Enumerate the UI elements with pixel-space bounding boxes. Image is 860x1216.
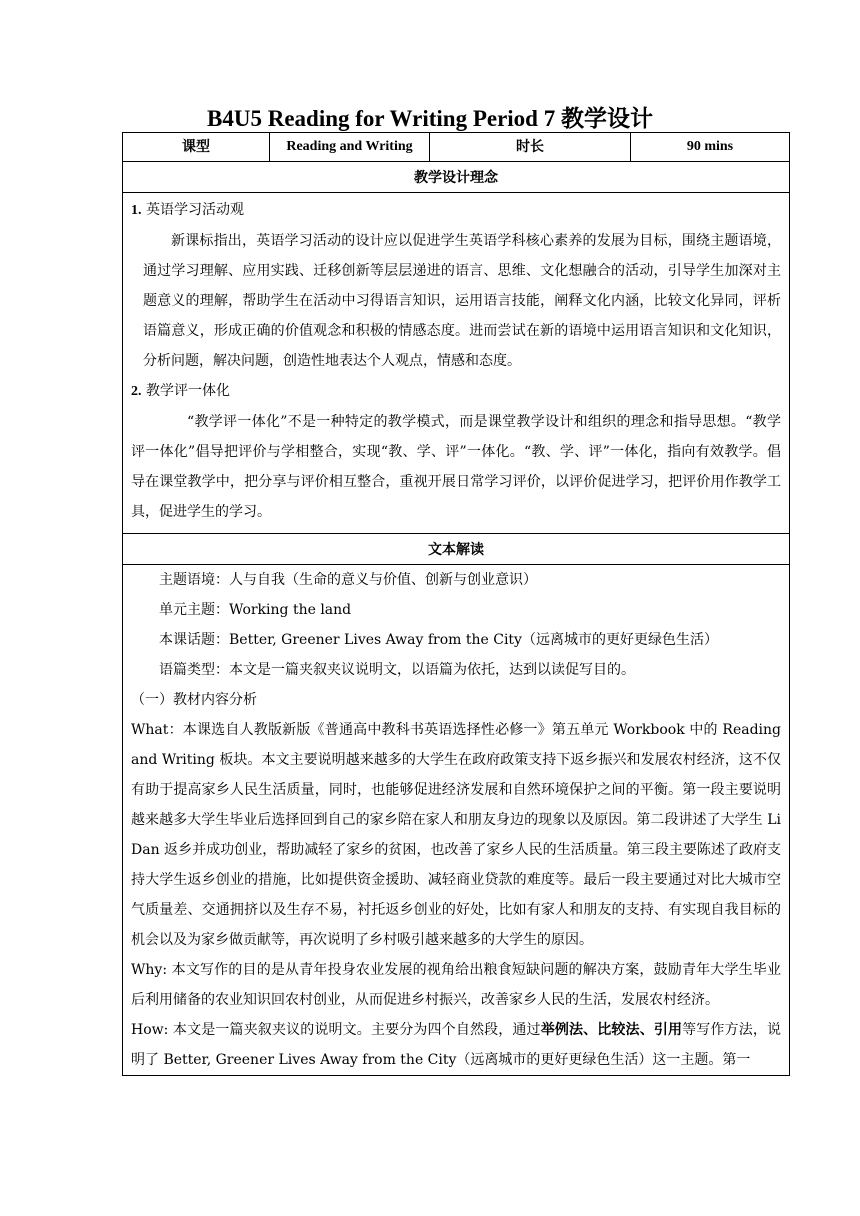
unit-theme: 单元主题：Working the land [159,602,352,618]
item1-paragraph: 新课标指出，英语学习活动的设计应以促进学生英语学科核心素养的发展为目标，围绕主题语境，通过学习理解、应用实践、迁移创新等层层递进的语言、思维、文化想融合的活动，引导学生加深对主题意义的理解，帮助学生在活动中习得语言知识，运用语言技能，阐释文化内涵，比较文化异同，评析语篇意义，形成正确的价值观念和积极的情感态度。进而尝试在新的语境中运用语言知识和文化知识，分析问题，解决问题，创造性地表达个人观点，情感和态度。 [143,233,781,369]
section-heading-row [123,162,790,193]
how-text-bold: 举例法、比较法、引用 [540,1022,683,1038]
item1-number: 1. [131,203,142,218]
item2-paragraph: “教学评一体化”不是一种特定的教学模式，而是课堂教学设计和组织的理念和指导思想。“教学评一体化”倡导把评价与学相整合，实现“教、学、评”一体化。“教、学、评”一体化，指向有效教学。倡导在课堂教学中，把分享与评价相互整合，重视开展日常学习评价，以评价促进学习，把评价用作教学工具，促进学生的学习。 [131,414,781,520]
section-heading-row [123,534,790,565]
text-analysis-cell [123,565,790,1076]
item2-number: 2. [131,384,142,399]
text-analysis-row [123,565,790,1076]
course-type-label: 课型 [123,133,270,162]
text-type: 语篇类型：本文是一篇夹叙夹议说明文，以语篇为依托，达到以读促写目的。 [159,662,635,678]
item1-title: 英语学习活动观 [145,202,244,218]
design-philosophy-cell [123,193,790,534]
design-philosophy-row [123,193,790,534]
why-paragraph: Why: 本文写作的目的是从青年投身农业发展的视角给出粮食短缺问题的解决方案，鼓励青年大学生毕业后利用储备的农业知识回农村创业，从而促进乡村振兴，改善家乡人民的生活，发展农村经济。 [131,962,781,1008]
header-row [123,133,790,162]
how-paragraph [131,1015,781,1075]
section-heading-design-philosophy: 教学设计理念 [123,162,790,193]
duration-value: 90 mins [631,133,790,162]
lesson-plan-table [122,132,790,1076]
section-heading-text-analysis: 文本解读 [123,534,790,565]
how-text-start: How: 本文是一篇夹叙夹议的说明文。主要分为四个自然段，通过 [131,1022,541,1038]
document-title: B4U5 Reading for Writing Period 7 教学设计 [207,106,653,131]
theme-context: 主题语境：人与自我（生命的意义与价值、创新与创业意识） [159,572,537,588]
lesson-topic: 本课话题：Better, Greener Lives Away from the City（远离城市的更好更绿色生活） [159,632,718,648]
duration-label: 时长 [430,133,631,162]
analysis-heading: （一）教材内容分析 [131,692,257,708]
item2-heading [131,376,781,407]
what-paragraph: What：本课选自人教版新版《普通高中教科书英语选择性必修一》第五单元 Workbook 中的 Reading and Writing 板块。本文主要说明越来越多的大学生在政府政策支持下返乡振兴和发展农村经济，这不仅有助于提高家乡人民生活质量，同时，也能够促进经济发展和自然环境保护之间的平衡。第一段主要说明越来越多大学生毕业后选择回到自己的家乡陪在家人和朋友身边的现象以及原因。第二段讲述了大学生 Li Dan 返乡并成功创业，帮助减轻了家乡的贫困，也改善了家乡人民的生活质量。第三段主要陈述了政府支持大学生返乡创业的措施，比如提供资金援助、减轻商业贷款的难度等。最后一段主要通过对比大城市空气质量差、交通拥挤以及生存不易，衬托返乡创业的好处，比如有家人和朋友的支持、有实现自我目标的机会以及为家乡做贡献等，再次说明了乡村吸引越来越多的大学生的原因。 [131,722,781,948]
course-type-value: Reading and Writing [270,133,430,162]
item2-title: 教学评一体化 [145,383,230,399]
item1-heading [131,195,781,226]
how-text-end: 等写作方法，说明了 Better, Greener Lives Away from the City（远离城市的更好更绿色生活）这一主题。第一 [131,1022,782,1068]
